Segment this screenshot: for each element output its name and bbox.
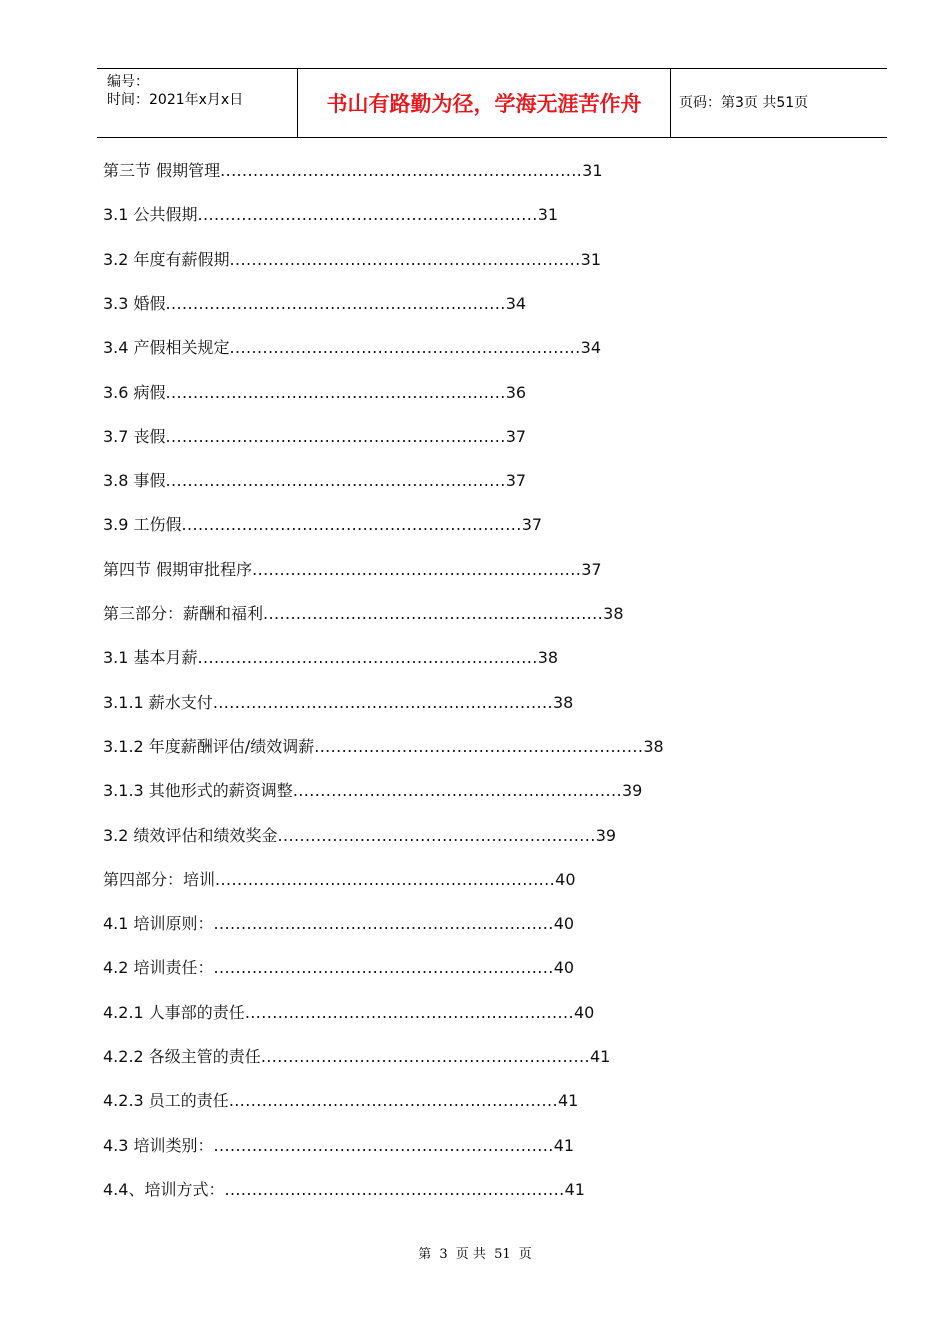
toc-entry-title: 3.3 婚假 [103, 293, 166, 313]
toc-entry-page: 34 [505, 293, 527, 313]
toc-leader-dots: .............................................................. [212, 692, 553, 712]
header-motto-cell [298, 69, 671, 137]
toc-entry-page: 39 [595, 825, 617, 845]
toc-entry[interactable] [103, 557, 602, 583]
toc-entry-title: 3.1.1 薪水支付 [103, 692, 213, 712]
toc-entry[interactable] [103, 1044, 610, 1070]
toc-leader-dots: ............................................................ [252, 559, 582, 579]
toc-leader-dots: .............................................................. [165, 471, 506, 491]
toc-entry-title: 3.8 事假 [103, 471, 166, 491]
footer-current-page: 3 [439, 1247, 448, 1262]
toc-entry-title: 3.2 年度有薪假期 [103, 249, 230, 269]
toc-entry-title: 3.1 基本月薪 [103, 648, 198, 668]
toc-entry[interactable] [103, 867, 576, 893]
toc-entry-title: 3.6 病假 [103, 382, 166, 402]
toc-entry-title: 4.2.2 各级主管的责任 [103, 1047, 261, 1066]
toc-entry[interactable] [103, 690, 573, 716]
footer-total-pages: 51 [494, 1247, 511, 1262]
toc-entry[interactable] [103, 291, 526, 317]
page-header [97, 68, 887, 138]
toc-entry-title: 第三部分：薪酬和福利 [103, 604, 264, 623]
toc-entry-page: 36 [505, 382, 527, 402]
toc-leader-dots: .............................................................. [213, 1135, 554, 1155]
toc-entry[interactable] [103, 1088, 578, 1114]
toc-entry-title: 3.4 产假相关规定 [103, 338, 230, 358]
toc-leader-dots: ............................................................ [314, 736, 644, 756]
toc-leader-dots: .............................................................. [215, 869, 556, 889]
toc-entry-title: 第三节 假期管理 [103, 161, 221, 180]
toc-leader-dots: ................................................................ [229, 338, 581, 358]
toc-entry-title: 3.2 绩效评估和绩效奖金 [103, 825, 278, 845]
toc-entry-page: 41 [553, 1135, 575, 1155]
toc-entry[interactable] [103, 468, 526, 494]
toc-entry[interactable] [103, 512, 542, 538]
document-date-label: 时间：2021年x月x日 [107, 92, 244, 108]
toc-entry-page: 41 [557, 1091, 579, 1111]
toc-entry-title: 3.1 公共假期 [103, 205, 198, 225]
toc-entry[interactable] [103, 380, 526, 406]
toc-entry-page: 38 [537, 648, 559, 668]
toc-entry-page: 40 [555, 869, 576, 889]
toc-entry-page: 31 [580, 249, 602, 269]
toc-entry-page: 39 [621, 781, 643, 801]
toc-entry[interactable] [103, 911, 574, 937]
toc-entry[interactable] [103, 247, 601, 273]
toc-leader-dots: .......................................................... [277, 825, 596, 845]
toc-leader-dots: .............................................................. [181, 515, 522, 535]
toc-entry[interactable] [103, 424, 526, 450]
toc-entry-title: 4.4、培训方式： [103, 1179, 225, 1199]
toc-entry-title: 第四节 假期审批程序 [103, 559, 253, 579]
toc-leader-dots: .............................................................. [165, 382, 506, 402]
toc-entry[interactable] [103, 645, 558, 671]
toc-entry[interactable] [103, 601, 624, 627]
toc-leader-dots: .............................................................. [197, 205, 538, 225]
toc-entry-page: 31 [537, 205, 559, 225]
toc-entry-title: 4.2.3 员工的责任 [103, 1091, 229, 1111]
header-motto: 书山有路勤为径，学海无涯苦作舟 [326, 91, 642, 116]
toc-entry[interactable] [103, 955, 574, 981]
toc-entry[interactable] [103, 823, 616, 849]
toc-entry-page: 37 [521, 515, 543, 535]
toc-leader-dots: .............................................................. [213, 958, 554, 978]
toc-entry-page: 40 [553, 958, 575, 978]
toc-entry-title: 3.9 工伤假 [103, 515, 182, 535]
footer-suffix: 页 [518, 1247, 532, 1262]
toc-entry-page: 31 [582, 161, 603, 180]
toc-leader-dots: ............................................................ [228, 1091, 558, 1111]
toc-entry[interactable] [103, 734, 664, 760]
toc-entry-page: 38 [603, 604, 624, 623]
toc-entry-page: 38 [643, 736, 664, 756]
toc-entry-page: 34 [580, 338, 602, 358]
toc-entry-page: 37 [505, 471, 527, 491]
toc-entry-page: 37 [581, 559, 602, 579]
toc-leader-dots: ................................................................ [229, 249, 581, 269]
toc-entry[interactable] [103, 778, 642, 804]
toc-entry-title: 3.1.3 其他形式的薪资调整 [103, 781, 293, 801]
toc-entry[interactable] [103, 335, 601, 361]
toc-entry-title: 3.1.2 年度薪酬评估/绩效调薪 [103, 736, 315, 756]
toc-entry-page: 41 [589, 1047, 611, 1066]
footer-prefix: 第 [418, 1247, 432, 1262]
toc-leader-dots: .............................................................. [165, 293, 506, 313]
toc-entry-page: 41 [564, 1179, 585, 1199]
toc-entry[interactable] [103, 1133, 574, 1159]
header-page-number: 页码：第3页 共51页 [679, 95, 809, 111]
toc-entry[interactable] [103, 1177, 585, 1203]
toc-entry-title: 3.7 丧假 [103, 426, 166, 446]
toc-leader-dots: .............................................................. [263, 604, 604, 623]
document-number-label: 编号： [107, 74, 149, 90]
toc-entry-title: 4.3 培训类别： [103, 1135, 214, 1155]
footer-middle: 页 共 [455, 1247, 486, 1262]
page-footer [0, 1246, 950, 1264]
toc-leader-dots: .............................................................. [224, 1179, 565, 1199]
header-meta-cell [97, 69, 298, 137]
toc-leader-dots: ............................................................ [244, 1002, 574, 1022]
toc-entry-page: 37 [505, 426, 527, 446]
toc-entry[interactable] [103, 1000, 594, 1026]
toc-leader-dots: ............................................................ [292, 781, 622, 801]
toc-entry[interactable] [103, 202, 558, 228]
toc-entry-title: 第四部分：培训 [103, 869, 216, 889]
toc-leader-dots: ............................................................ [260, 1047, 590, 1066]
toc-entry[interactable] [103, 158, 603, 184]
toc-leader-dots: .............................................................. [165, 426, 506, 446]
toc-entry-page: 40 [553, 914, 575, 934]
toc-entry-page: 40 [573, 1002, 595, 1022]
header-page-cell [671, 69, 887, 137]
toc-leader-dots: .............................................................. [197, 648, 538, 668]
toc-entry-page: 38 [552, 692, 574, 712]
toc-entry-title: 4.2.1 人事部的责任 [103, 1002, 245, 1022]
toc-leader-dots: .................................................................. [220, 161, 583, 180]
toc-entry-title: 4.2 培训责任： [103, 958, 214, 978]
toc-entry-title: 4.1 培训原则： [103, 914, 214, 934]
toc-leader-dots: .............................................................. [213, 914, 554, 934]
